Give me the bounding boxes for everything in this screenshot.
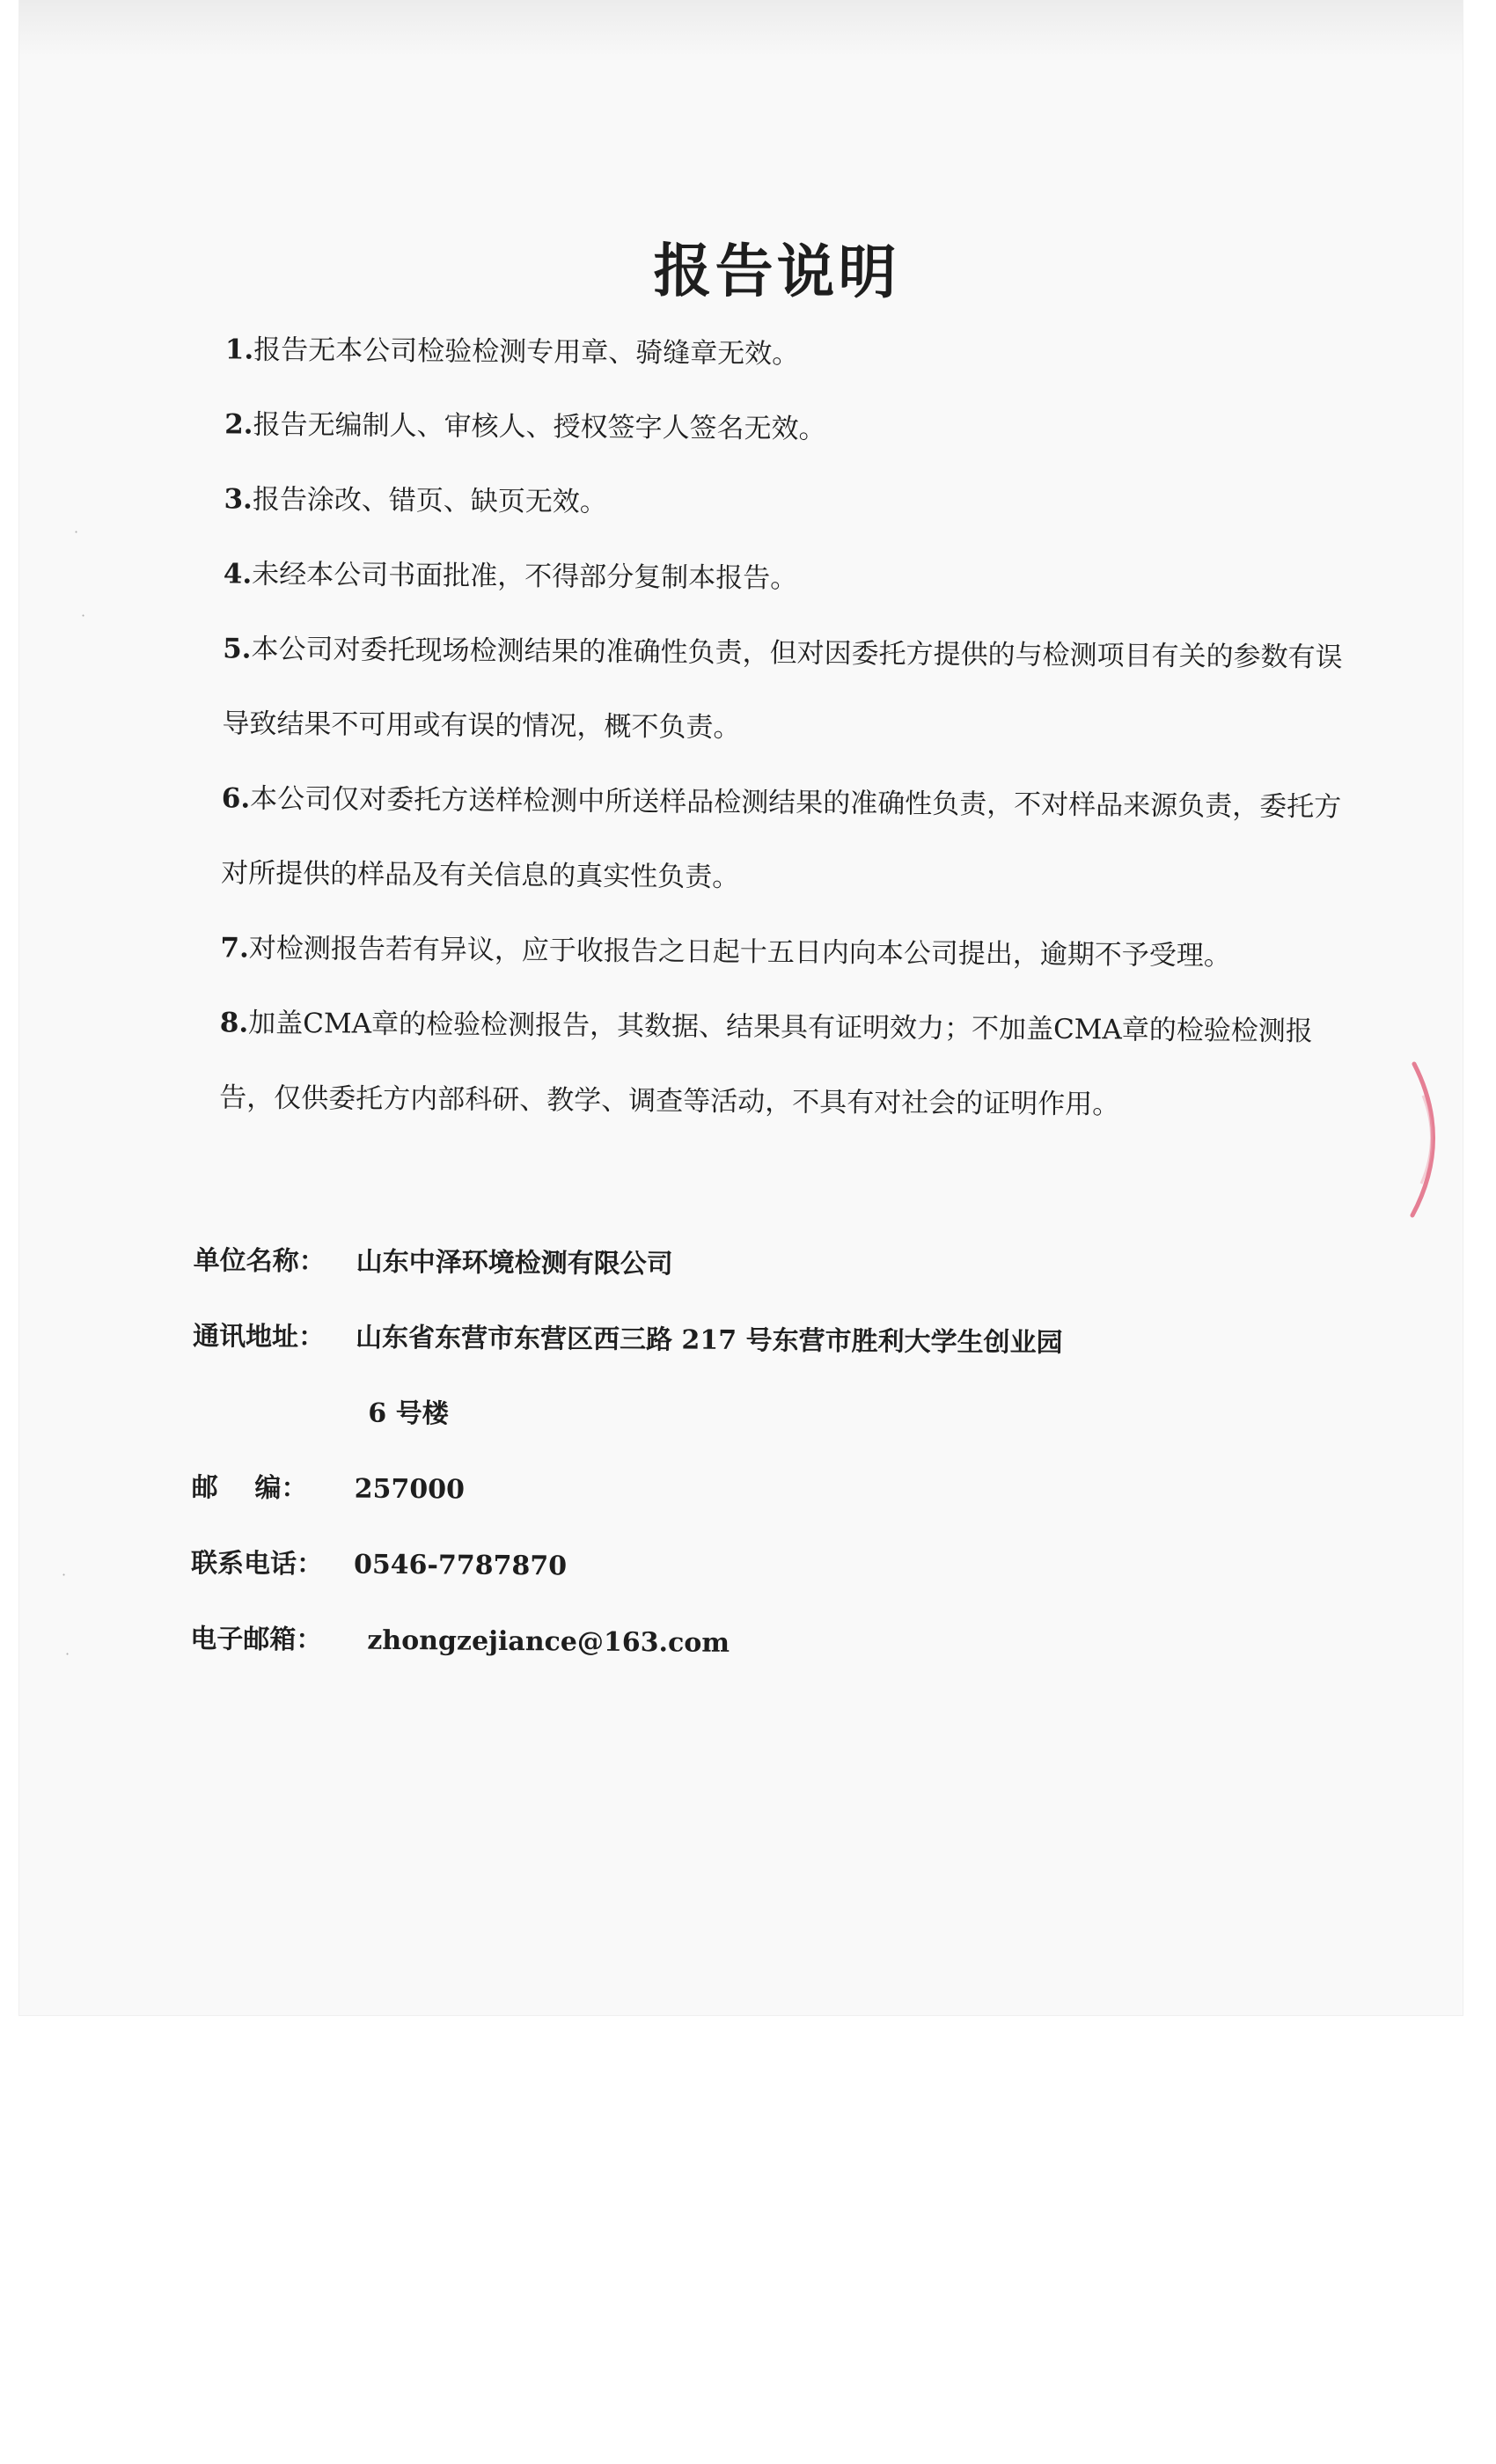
clause-item	[224, 462, 1360, 546]
scan-speck: ·	[65, 1646, 70, 1662]
clause-text: 报告无本公司检验检测专用章、骑缝章无效。	[253, 334, 800, 370]
clause-item	[225, 312, 1361, 396]
clause-number: 1.	[224, 334, 254, 366]
phone-row	[191, 1526, 1248, 1610]
clause-text: 报告涂改、错页、缺页无效。	[252, 483, 608, 518]
phone-label: 联系电话：	[190, 1548, 324, 1580]
postcode-label: 邮 编：	[191, 1472, 308, 1505]
clause-item	[219, 986, 1355, 1144]
email-row	[190, 1602, 1247, 1685]
clause-text: 加盖CMA章的检验检测报告，其数据、结果具有证明效力；不加盖CMA章的检验检测报告，仅供委托方内部科研、教学、调查等活动，不具有对社会的证明作用。	[219, 1007, 1314, 1121]
address-row-continued	[192, 1375, 1249, 1458]
clause-item	[224, 537, 1360, 620]
clause-item	[224, 387, 1360, 471]
email-value: zhongzejiance@163.com	[367, 1624, 730, 1659]
clause-text: 未经本公司书面批准，不得部分复制本报告。	[252, 558, 798, 595]
clause-number: 2.	[224, 408, 253, 441]
postcode-value: 257000	[354, 1473, 466, 1506]
company-row	[193, 1223, 1250, 1307]
page-content	[11, 0, 1470, 2020]
clause-item	[220, 911, 1356, 994]
clause-text: 本公司对委托现场检测结果的准确性负责，但对因委托方提供的与检测项目有关的参数有误导致结果不可用或有误的情况，概不负责。	[222, 633, 1343, 744]
clause-list	[219, 312, 1360, 1144]
clause-number: 8.	[219, 1007, 249, 1039]
company-label: 单位名称：	[193, 1245, 326, 1278]
seal-edge-mark	[1407, 1060, 1456, 1219]
clause-number: 4.	[223, 558, 253, 590]
clause-text: 报告无编制人、审核人、授权签字人签名无效。	[253, 408, 826, 445]
clause-text: 对检测报告若有异议，应于收报告之日起十五日内向本公司提出，逾期不予受理。	[248, 932, 1231, 972]
scan-speck: ·	[74, 524, 79, 540]
phone-value: 0546-7787870	[353, 1549, 568, 1582]
scan-speck: ·	[81, 607, 86, 624]
address-line-2: 6 号楼	[368, 1397, 449, 1430]
address-label: 通讯地址：	[192, 1321, 326, 1353]
clause-item	[221, 761, 1357, 920]
scan-speck: ·	[62, 1566, 67, 1583]
clause-text: 本公司仅对委托方送样检测中所送样品检测结果的准确性负责，不对样品来源负责，委托方对所提供的样品及有关信息的真实性负责。	[221, 782, 1342, 893]
scanned-page	[19, 0, 1463, 2015]
clause-number: 7.	[220, 932, 250, 964]
clause-number: 6.	[221, 782, 251, 815]
address-line-1: 山东省东营市东营区西三路 217 号东营市胜利大学生创业园	[355, 1322, 1063, 1359]
clause-item	[222, 612, 1358, 770]
clause-number: 5.	[223, 633, 252, 665]
contact-block	[190, 1223, 1250, 1685]
document-title: 报告说明	[653, 236, 900, 307]
postcode-row	[191, 1450, 1248, 1534]
email-label: 电子邮箱：	[190, 1624, 323, 1656]
clause-number: 3.	[224, 483, 253, 516]
company-name: 山东中泽环境检测有限公司	[356, 1246, 673, 1280]
address-row	[193, 1299, 1250, 1382]
